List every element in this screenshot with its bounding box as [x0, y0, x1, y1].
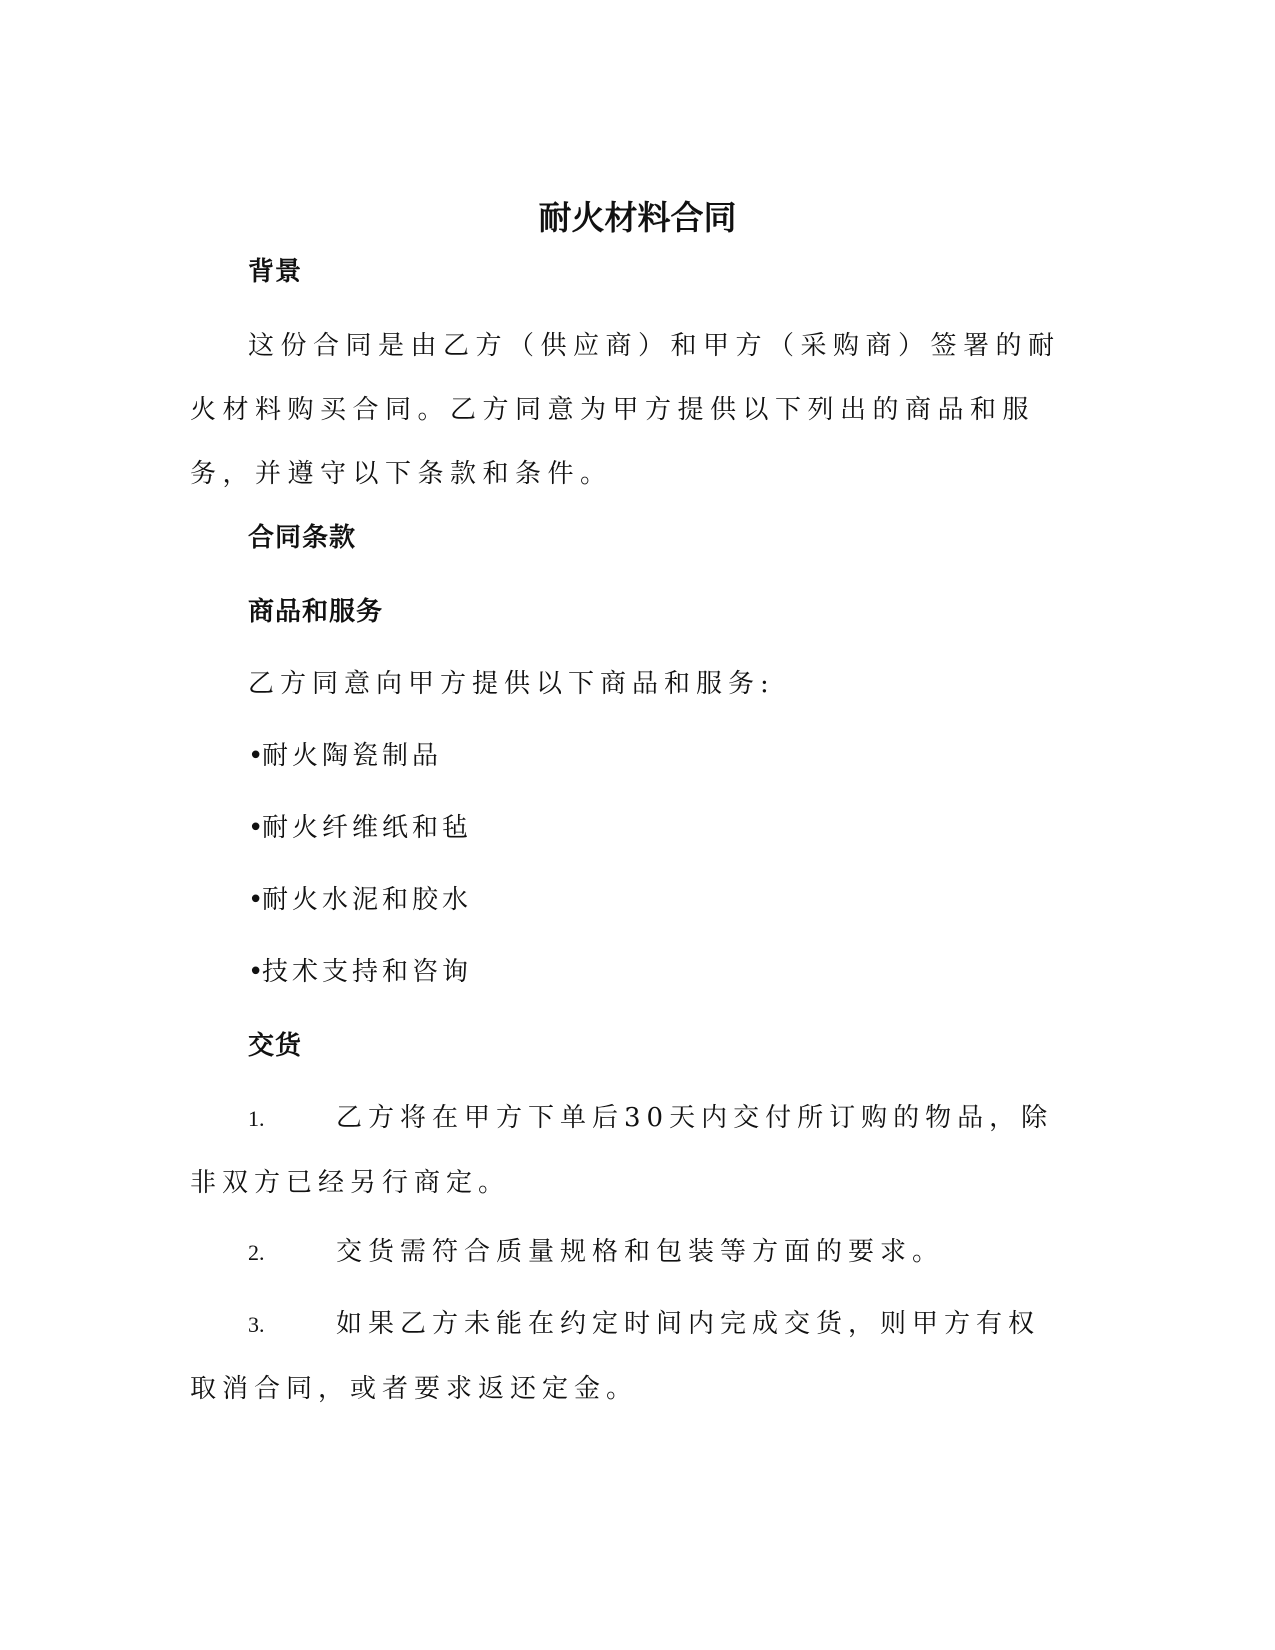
numbered-item [190, 1086, 1070, 1215]
document-title: 耐火材料合同 [538, 198, 737, 237]
list-item-text: 耐火水泥和胶水 [262, 885, 473, 915]
section-heading-delivery: 交货 [248, 1031, 303, 1061]
list-item [248, 884, 472, 916]
list-item-text: 耐火纤维纸和毡 [262, 813, 473, 843]
section-heading-goods: 商品和服务 [248, 597, 384, 627]
item-number: 2. [248, 1240, 265, 1265]
bullet-icon: • [248, 957, 264, 987]
bullet-icon: • [248, 885, 264, 915]
bullet-icon: • [248, 741, 264, 771]
item-number: 1. [248, 1106, 265, 1131]
item-text: 如果乙方未能在约定时间内完成交货，则甲方有权取消合同，或者要求返还定金。 [190, 1309, 1041, 1404]
section-heading-background: 背景 [248, 257, 303, 287]
item-number: 3. [248, 1312, 265, 1337]
bullet-icon: • [248, 813, 264, 843]
background-paragraph: 这份合同是由乙方（供应商）和甲方（采购商）签署的耐火材料购买合同。乙方同意为甲方提供以下列出的商品和服务，并遵守以下条款和条件。 [190, 331, 1061, 489]
item-text: 乙方将在甲方下单后30天内交付所订购的物品，除非双方已经另行商定。 [190, 1103, 1054, 1198]
goods-intro: 乙方同意向甲方提供以下商品和服务: [248, 669, 775, 699]
list-item-text: 技术支持和咨询 [262, 957, 473, 987]
item-text: 交货需符合质量规格和包装等方面的要求。 [336, 1237, 945, 1267]
list-item [248, 956, 472, 988]
section-heading-terms: 合同条款 [248, 523, 357, 553]
list-item [248, 812, 472, 844]
numbered-item [190, 1292, 1070, 1421]
list-item [248, 740, 442, 772]
numbered-item [190, 1220, 1070, 1285]
list-item-text: 耐火陶瓷制品 [262, 741, 443, 771]
